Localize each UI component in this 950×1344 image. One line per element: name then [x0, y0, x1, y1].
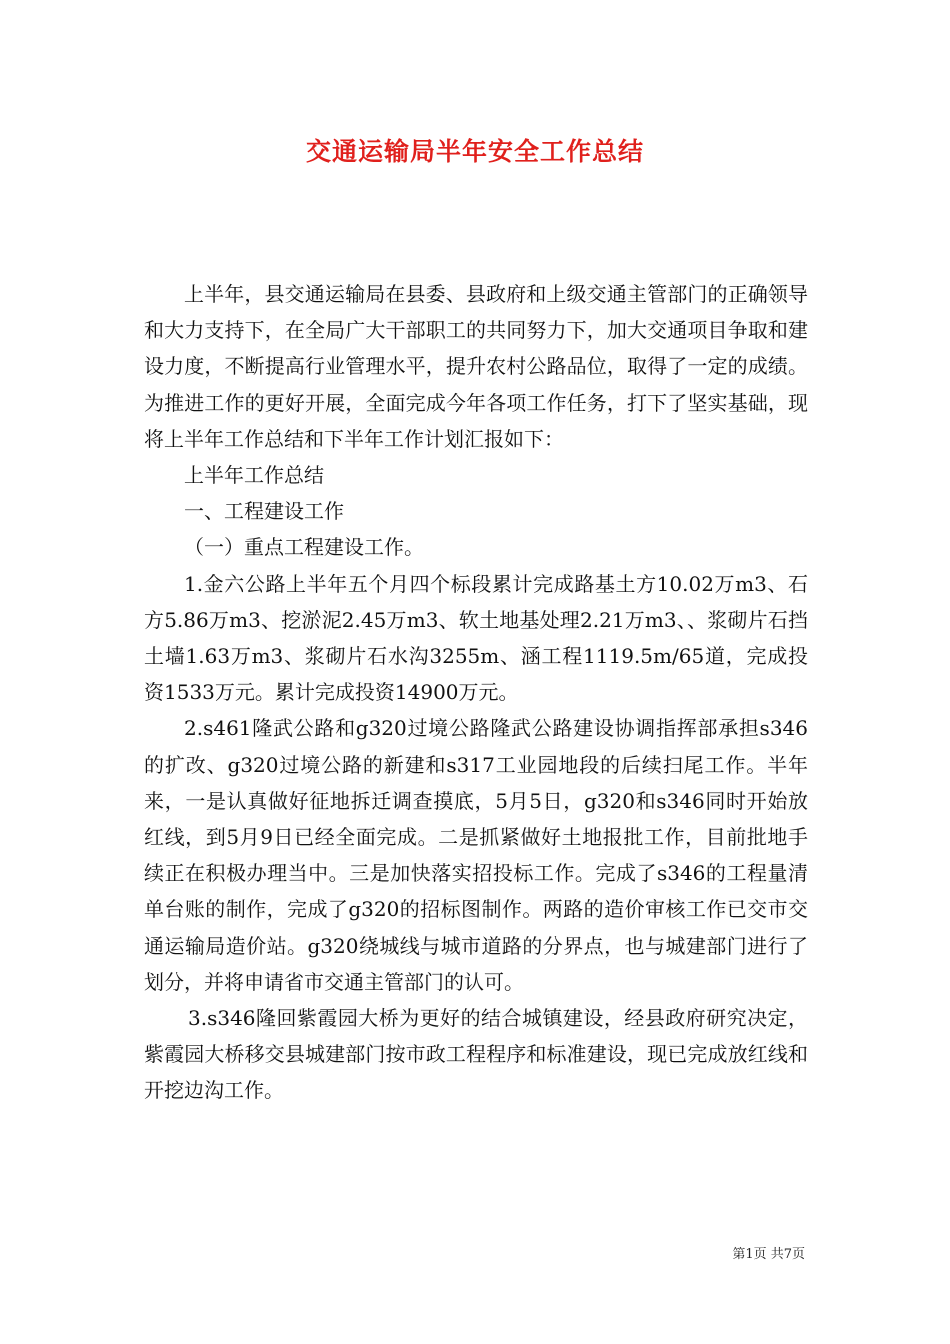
item-paragraph-1: 1.金六公路上半年五个月四个标段累计完成路基土方10.02万m3、石方5.86万m3、挖淤泥2.45万m3、软土地基处理2.21万m3、、浆砌片石挡土墙1.63万m3、浆砌片石水沟3255m、涵工程1119.5m/65道，完成投资1533万元。累计完成投资14900万元。: [144, 571, 808, 705]
section-heading: 上半年工作总结: [184, 463, 324, 488]
item-paragraph-2: 2.s461隆武公路和g320过境公路隆武公路建设协调指挥部承担s346的扩改、g320过境公路的新建和s317工业园地段的后续扫尾工作。半年来，一是认真做好征地拆迁调查摸底，5月5日，g320和s346同时开始放红线，到5月9日已经全面完成。二是抓紧做好土地报批工作，目前批地手续正在积极办理当中。三是加快落实招投标工作。完成了s346的工程量清单台账的制作，完成了g320的招标图制作。两路的造价审核工作已交市交通运输局造价站。g320绕城线与城市道路的分界点，也与城建部门进行了划分，并将申请省市交通主管部门的认可。: [144, 716, 808, 994]
page-number: 第1页 共7页: [732, 1247, 805, 1262]
intro-paragraph: 上半年，县交通运输局在县委、县政府和上级交通主管部门的正确领导和大力支持下，在全局广大干部职工的共同努力下，加大交通项目争取和建设力度，不断提高行业管理水平，提升农村公路品位，取得了一定的成绩。为推进工作的更好开展，全面完成今年各项工作任务，打下了坚实基础，现将上半年工作总结和下半年工作计划汇报如下：: [144, 282, 808, 451]
subsection-heading: 一、工程建设工作: [184, 499, 344, 524]
sub-subsection-heading: （一）重点工程建设工作。: [184, 535, 424, 560]
document-body: [144, 276, 808, 1109]
document-title: 交通运输局半年安全工作总结: [305, 137, 644, 166]
item-paragraph-3: 3.s346隆回紫霞园大桥为更好的结合城镇建设，经县政府研究决定，紫霞园大桥移交县城建部门按市政工程程序和标准建设，现已完成放红线和开挖边沟工作。: [144, 1006, 808, 1103]
